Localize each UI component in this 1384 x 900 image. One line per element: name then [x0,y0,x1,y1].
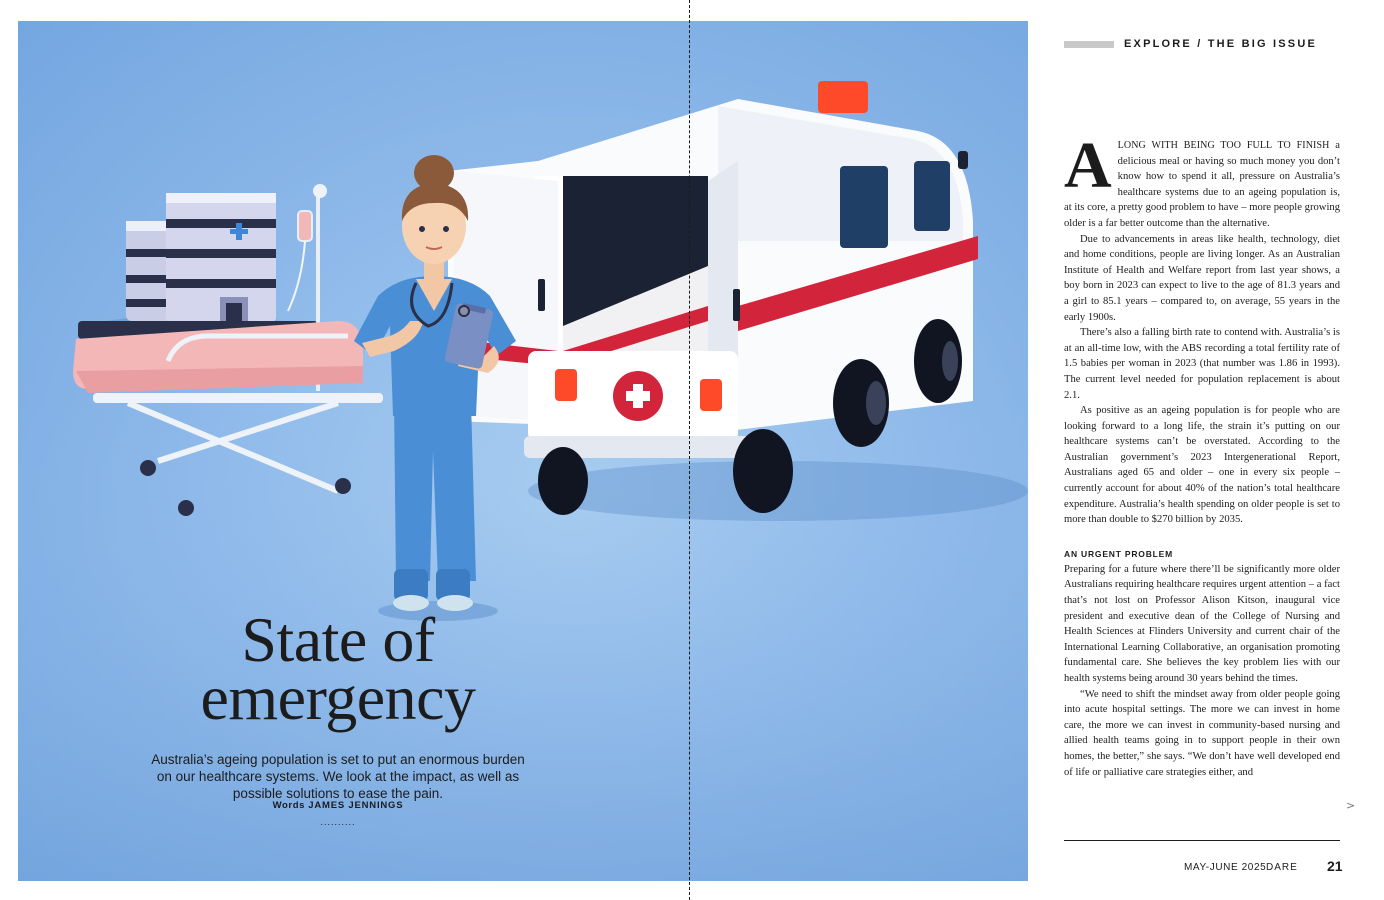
article-paragraph-3: There’s also a falling birth rate to contend with. Australia’s is at an all-time low, with the ABS recording a total fertility rate of 1.5 babies per woman in 2023 (that number was 1.86 in 1993). The current level needed for population replacement is about 2.1. [1064,327,1340,401]
headline-line-1: State of [241,604,435,675]
lead-in: LONG WITH BEING TOO FULL TO FINISH [1117,140,1330,151]
continue-arrow-icon: > [1346,799,1356,812]
hospital-building-icon [78,193,318,347]
paragraph-1-text: a delicious meal or having so much money you don’t know how to spend it all, pressure on Australia’s healthcare systems due to an ageing population is, at its core, a pretty good problem to have – more people growing older is a far better outcome than the alternative. [1064,140,1340,229]
byline-author: JAMES JENNINGS [308,800,404,811]
article-paragraph-1 [1064,129,1340,232]
article-body [1064,129,1340,780]
article-paragraph-4: As positive as an ageing population is for people who are looking forward to a long life, the strain it’s putting on our healthcare systems can’t be overstated. According to the Australian government’s 2023 Intergenerational Report, Australians aged 65 and older – one in every six people – currently account for about 40% of the nation’s total healthcare expenditure. Australia’s health spending on older people is set to more than double to $270 billion by 2035. [1064,405,1340,526]
byline-dots: .......... [320,817,356,827]
footer-rule [1064,840,1340,841]
feature-headline [138,604,538,733]
feature-illustration [18,21,1028,881]
footer-magazine-name: DARE [1266,862,1298,873]
article-paragraph-5: Preparing for a future where there’ll be significantly more older Australians requiring healthcare requires urgent attention – a fact that’s not lost on Professor Alison Kitson, inaugural vice president and executive dean of the College of Nursing and Health Sciences at Flinders University and current chair of the International Learning Collaborative, an organisation promoting fundamental care. She believes the key problem lies with our health systems being around 30 years behind the times. [1064,563,1340,684]
article-subhead: AN URGENT PROBLEM [1064,548,1173,559]
footer-issue-date: MAY-JUNE 2025 [1184,862,1267,873]
byline [148,800,528,811]
article-paragraph-6: “We need to shift the mindset away from older people going into acute hospital settings. The more we can invest in home care, the more we can invest in community-based nursing and allied health teams going in to support people in their own homes, the better,” she says. “We don’t have well developed end of life or palliative care strategies either, and [1064,688,1340,778]
section-label: EXPLORE / THE BIG ISSUE [1124,38,1318,50]
byline-label: Words [272,800,305,811]
headline-line-2: emergency [200,662,476,733]
footer-page-number: 21 [1327,858,1343,874]
article-paragraph-2: Due to advancements in areas like health, technology, diet and home conditions, people are living longer. As an Australian Institute of Health and Welfare report from last year shows, a boy born in 2023 can expect to live to the age of 81.3 years and a girl to 85.1 years – compared to, on average, 55 years in the early 1900s. [1064,233,1340,323]
standfirst: Australia’s ageing population is set to put an enormous burden on our healthcare systems. We look at the impact, as well as possible solutions to ease the pain. [151,752,525,801]
spread-gutter-line [689,0,690,900]
dropcap: A [1064,129,1112,202]
section-bar [1064,41,1114,48]
